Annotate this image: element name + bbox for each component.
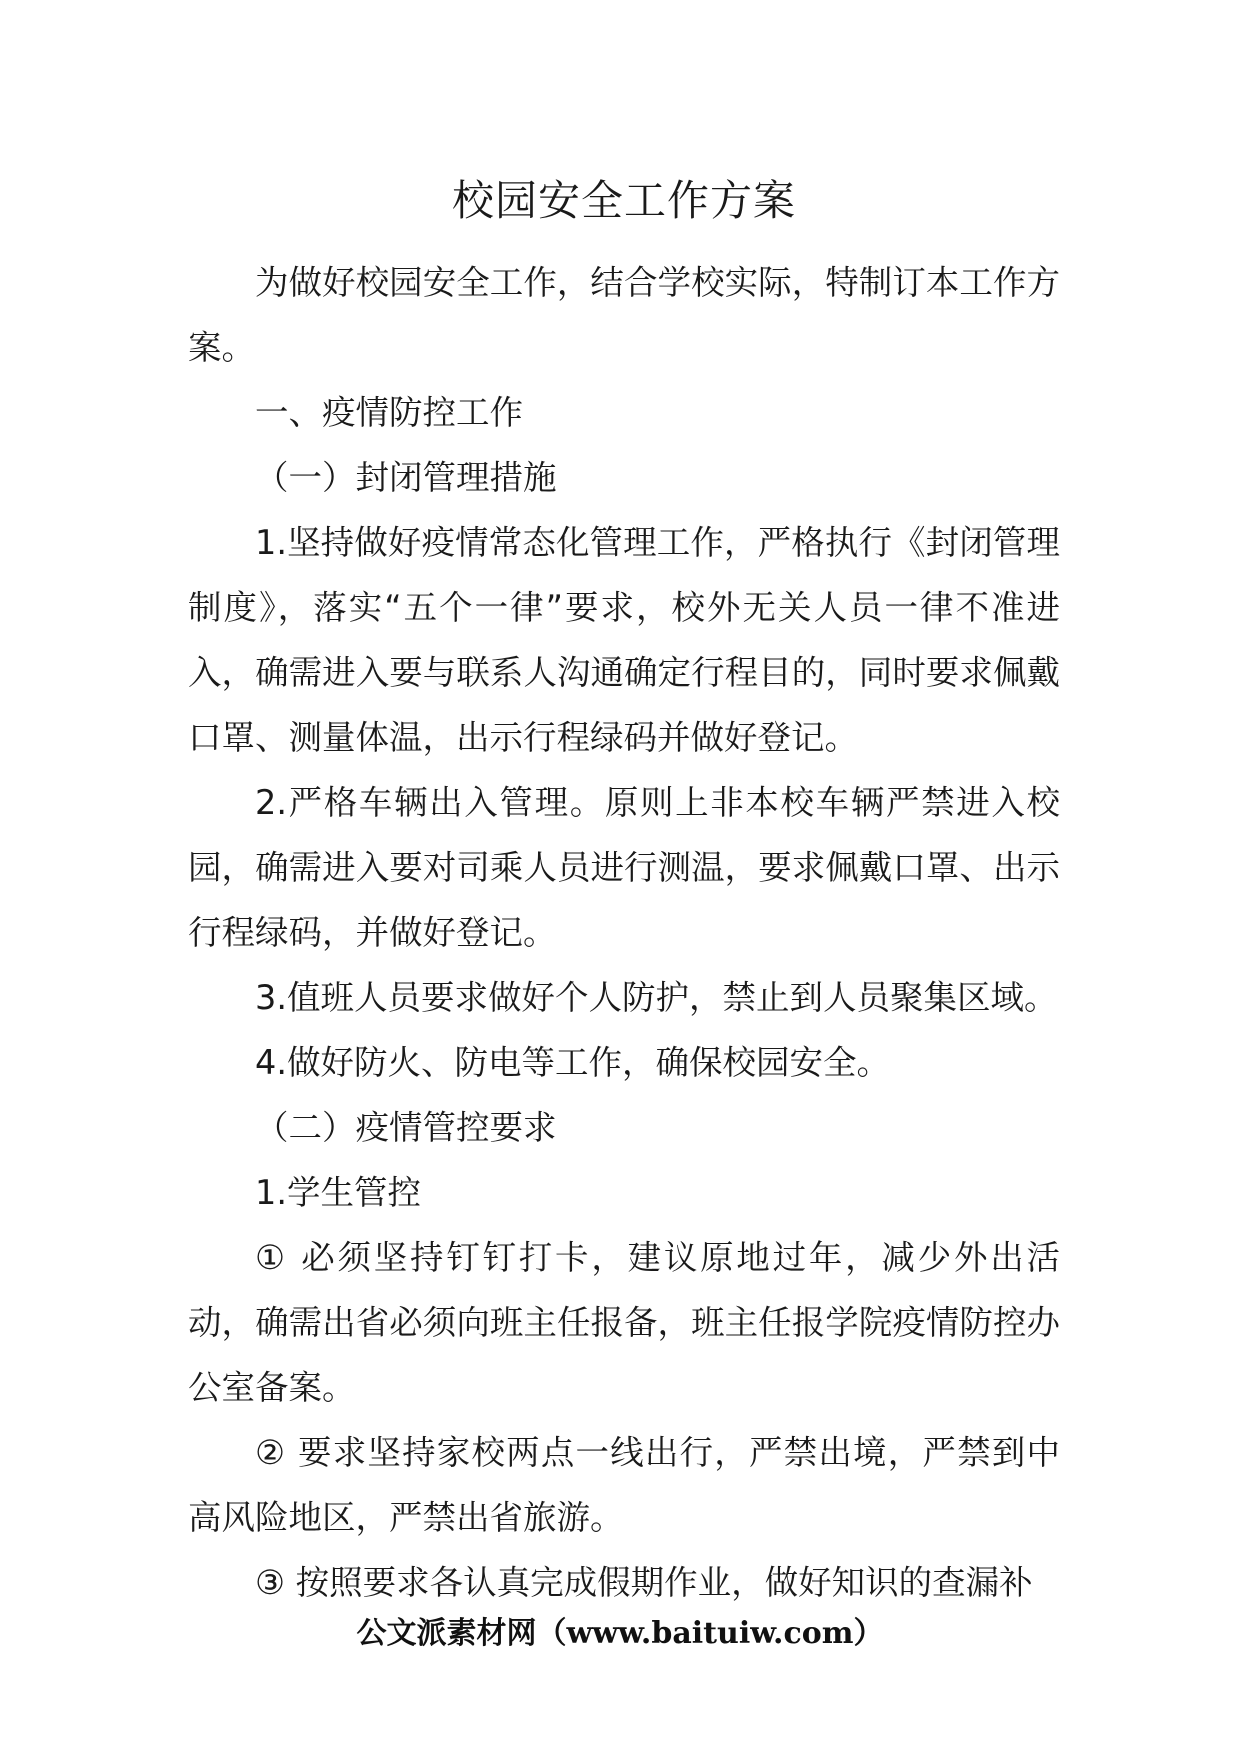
document-body	[188, 160, 1060, 1615]
subsection-heading-1: （一）封闭管理措施	[255, 458, 557, 497]
paragraph-item-1: 1.坚持做好疫情常态化管理工作，严格执行《封闭管理制度》，落实“五个一律”要求，校外无关人员一律不准进入，确需进入要与联系人沟通确定行程目的，同时要求佩戴口罩、测量体温，出示行程绿码并做好登记。	[188, 523, 1060, 757]
subsection-heading-2: （二）疫情管控要求	[255, 1108, 557, 1147]
paragraph-circled-2: ② 要求坚持家校两点一线出行，严禁出境，严禁到中高风险地区，严禁出省旅游。	[188, 1433, 1060, 1537]
paragraph-intro: 为做好校园安全工作，结合学校实际，特制订本工作方案。	[188, 263, 1060, 367]
section-heading-1: 一、疫情防控工作	[255, 393, 523, 432]
sub-item-heading-1: 1.学生管控	[255, 1173, 421, 1212]
paragraph-circled-3: ③ 按照要求各认真完成假期作业，做好知识的查漏补	[255, 1563, 1033, 1602]
footer-watermark: 公文派素材网（www.baituiw.com）	[356, 1616, 884, 1651]
paragraph-item-4: 4.做好防火、防电等工作，确保校园安全。	[255, 1043, 890, 1082]
paragraph-circled-1: ① 必须坚持钉钉打卡，建议原地过年，减少外出活动，确需出省必须向班主任报备，班主任报学院疫情防控办公室备案。	[188, 1238, 1060, 1407]
paragraph-item-2: 2.严格车辆出入管理。原则上非本校车辆严禁进入校园，确需进入要对司乘人员进行测温，要求佩戴口罩、出示行程绿码，并做好登记。	[188, 783, 1060, 952]
document-title: 校园安全工作方案	[451, 176, 796, 225]
paragraph-item-3: 3.值班人员要求做好个人防护，禁止到人员聚集区域。	[255, 978, 1058, 1017]
